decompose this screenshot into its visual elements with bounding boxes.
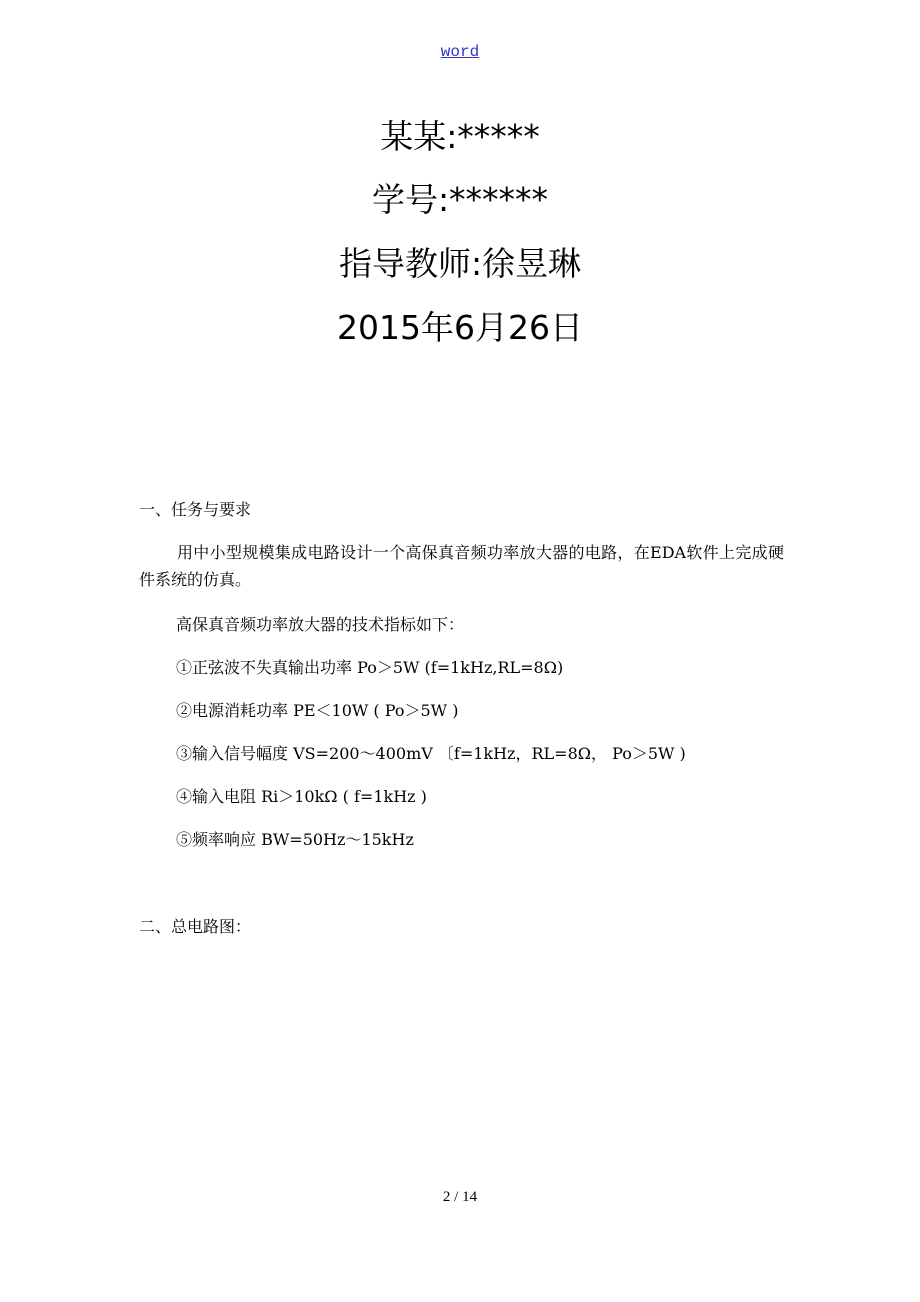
section1-intro-paragraph: 用中小型规模集成电路设计一个高保真音频功率放大器的电路，在EDA软件上完成硬件系统的仿真。: [139, 543, 784, 589]
spec-item: ⑤频率响应 BW=50Hz～15kHz: [176, 830, 414, 849]
spec-item: ①正弦波不失真输出功率 Po＞5W (f=1kHz,RL=8Ω): [176, 658, 564, 677]
spec-item: ②电源消耗功率 PE＜10W ( Po＞5W ): [176, 701, 459, 720]
header-word-link[interactable]: word: [440, 43, 480, 61]
spec-intro: 高保真音频功率放大器的技术指标如下：: [176, 615, 465, 634]
page-number: 2 / 14: [442, 1189, 478, 1205]
cover-advisor-line: 指导教师:徐昱琳: [338, 244, 582, 283]
section2-heading: 二、总电路图：: [139, 917, 252, 936]
cover-date-line: 2015年6月26日: [337, 308, 583, 347]
spec-item: ③输入信号幅度 VS=200～400mV 〔f=1kHz，RL=8Ω， Po＞5W ): [176, 744, 686, 763]
cover-name-line: 某某:*****: [380, 117, 540, 156]
spec-item: ④输入电阻 Ri＞10kΩ ( f=1kHz ): [176, 787, 427, 806]
section1-heading: 一、任务与要求: [139, 500, 252, 519]
cover-student-id-line: 学号:******: [371, 180, 549, 219]
